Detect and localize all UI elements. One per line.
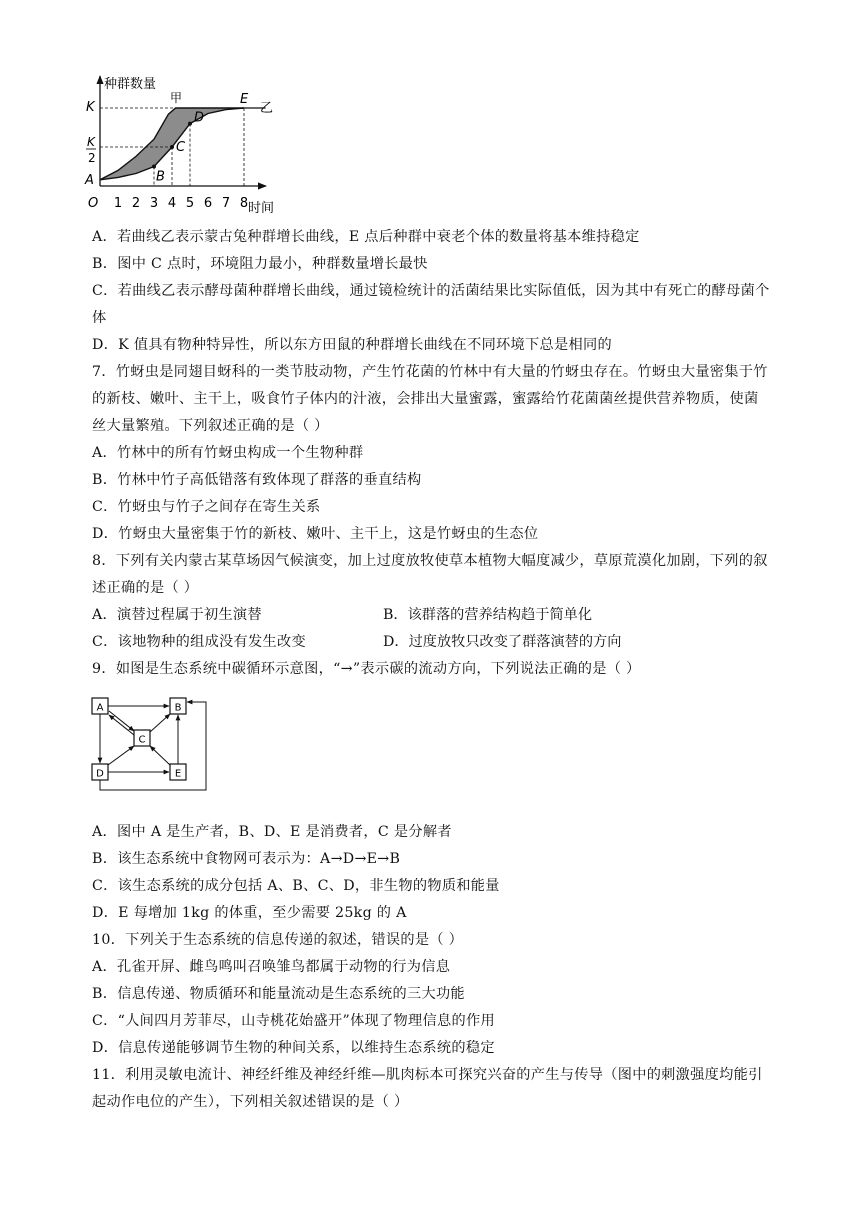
q7-stem-line3: 丝大量繁殖。下列叙述正确的是（ ） (92, 418, 329, 434)
q11-stem-line1: 11．利用灵敏电流计、神经纤维及神经纤维—肌肉标本可探究兴奋的产生与传导（图中的刺激强度均能引 (92, 1067, 763, 1083)
q10-option-c: C．“人间四月芳菲尽，山寺桃花始盛开”体现了物理信息的作用 (92, 1013, 495, 1029)
q8-option-c: C．该地物种的组成没有发生改变 (92, 634, 306, 650)
x-tick-label: 8 (239, 196, 249, 211)
x-tick-label: 1 (113, 196, 123, 211)
q9-option-a: A．图中 A 是生产者，B、D、E 是消费者，C 是分解者 (92, 824, 452, 840)
point-label-a: A (85, 172, 94, 188)
q9-stem: 9．如图是生态系统中碳循环示意图，“→”表示碳的流动方向，下列说法正确的是（ ） (92, 661, 641, 677)
population-growth-chart (80, 70, 290, 220)
q6-option-d: D．K 值具有物种特异性，所以东方田鼠的种群增长曲线在不同环境下总是相同的 (92, 337, 612, 353)
point-label-c: C (176, 140, 186, 155)
q8-option-a: A．演替过程属于初生演替 (92, 607, 262, 623)
x-tick-label: 5 (185, 196, 195, 211)
carbon-cycle-diagram (88, 692, 218, 796)
series-label-jia: 甲 (170, 91, 183, 105)
q11-stem-line2: 起动作电位的产生），下列相关叙述错误的是（ ） (92, 1094, 409, 1110)
x-tick-label: 4 (167, 196, 177, 211)
x-tick-labels (114, 196, 248, 211)
node-c: C (138, 734, 146, 746)
q8-stem-line2: 述正确的是（ ） (92, 580, 199, 596)
q6-option-b: B．图中 C 点时，环境阻力最小，种群数量增长最快 (92, 256, 428, 272)
x-tick-label: 6 (203, 196, 213, 211)
q6-option-c-line2: 体 (92, 310, 107, 326)
q10-stem: 10．下列关于生态系统的信息传递的叙述，错误的是（ ） (92, 932, 464, 948)
y-tick-K: K (86, 100, 95, 115)
q7-stem-line2: 的新枝、嫩叶、主干上，吸食竹子体内的汁液，会排出大量蜜露，蜜露给竹花菌菌丝提供营养物质，使菌 (92, 391, 759, 407)
q10-option-a: A．孔雀开屏、雌鸟鸣叫召唤雏鸟都属于动物的行为信息 (92, 959, 451, 975)
arrow-c-a (109, 715, 134, 735)
q9-option-c: C．该生态系统的成分包括 A、B、C、D，非生物的物质和能量 (92, 878, 500, 894)
x-tick-label: 2 (131, 196, 141, 211)
point-label-b: B (156, 169, 165, 185)
q7-option-d: D．竹蚜虫大量密集于竹的新枝、嫩叶、主干上，这是竹蚜虫的生态位 (92, 526, 539, 542)
point-label-d: D (194, 110, 205, 126)
q10-option-d: D．信息传递能够调节生物的种间关系，以维持生态系统的稳定 (92, 1040, 495, 1056)
q7-option-b: B．竹林中竹子高低错落有致体现了群落的垂直结构 (92, 472, 422, 488)
x-tick-label: 3 (149, 196, 159, 211)
q9-option-d: D．E 每增加 1kg 的体重，至少需要 25kg 的 A (92, 905, 407, 921)
point-dot (152, 165, 156, 169)
y-tick-half-den: 2 (88, 151, 96, 165)
q8-option-b: B．该群落的营养结构趋于简单化 (383, 607, 593, 623)
arrow-c-b (150, 714, 170, 732)
q7-option-c: C．竹蚜虫与竹子之间存在寄生关系 (92, 499, 321, 515)
q10-option-b: B．信息传递、物质循环和能量流动是生态系统的三大功能 (92, 986, 465, 1002)
point-dot (188, 122, 192, 126)
y-tick-half-num: K (87, 135, 95, 149)
point-dot (170, 145, 174, 149)
arrow-d-c (108, 746, 134, 765)
node-b: B (174, 702, 182, 714)
point-label-e: E (240, 92, 249, 107)
q6-option-c-line1: C．若曲线乙表示酵母菌种群增长曲线，通过镜检统计的活菌结果比实际值低，因为其中有死亡的酵母菌个 (92, 283, 770, 299)
x-axis-label: 时间 (248, 201, 275, 216)
q8-stem-line1: 8．下列有关内蒙古某草场因气候演变，加上过度放牧使草本植物大幅度减少，草原荒漠化加剧，下列的叙 (92, 553, 768, 569)
node-e: E (174, 768, 182, 780)
series-label-yi: 乙 (260, 101, 274, 116)
q8-option-d: D．过度放牧只改变了群落演替的方向 (383, 634, 622, 650)
arrow-e-c (150, 746, 170, 765)
origin-label: O (88, 196, 99, 211)
arrow-d-b-loop (100, 702, 206, 790)
arrow-a-c (109, 711, 134, 731)
x-tick-label: 7 (221, 196, 231, 211)
q9-option-b: B．该生态系统中食物网可表示为：A→D→E→B (92, 851, 401, 867)
node-a: A (96, 702, 104, 714)
node-d: D (96, 768, 104, 780)
q6-option-a: A．若曲线乙表示蒙古兔种群增长曲线，E 点后种群中衰老个体的数量将基本维持稳定 (92, 229, 640, 245)
q7-stem-line1: 7．竹蚜虫是同翅目蚜科的一类节肢动物，产生竹花菌的竹林中有大量的竹蚜虫存在。竹蚜虫大量密集于竹 (92, 364, 768, 380)
q7-option-a: A．竹林中的所有竹蚜虫构成一个生物种群 (92, 445, 364, 461)
y-axis-label: 种群数量 (104, 77, 157, 92)
